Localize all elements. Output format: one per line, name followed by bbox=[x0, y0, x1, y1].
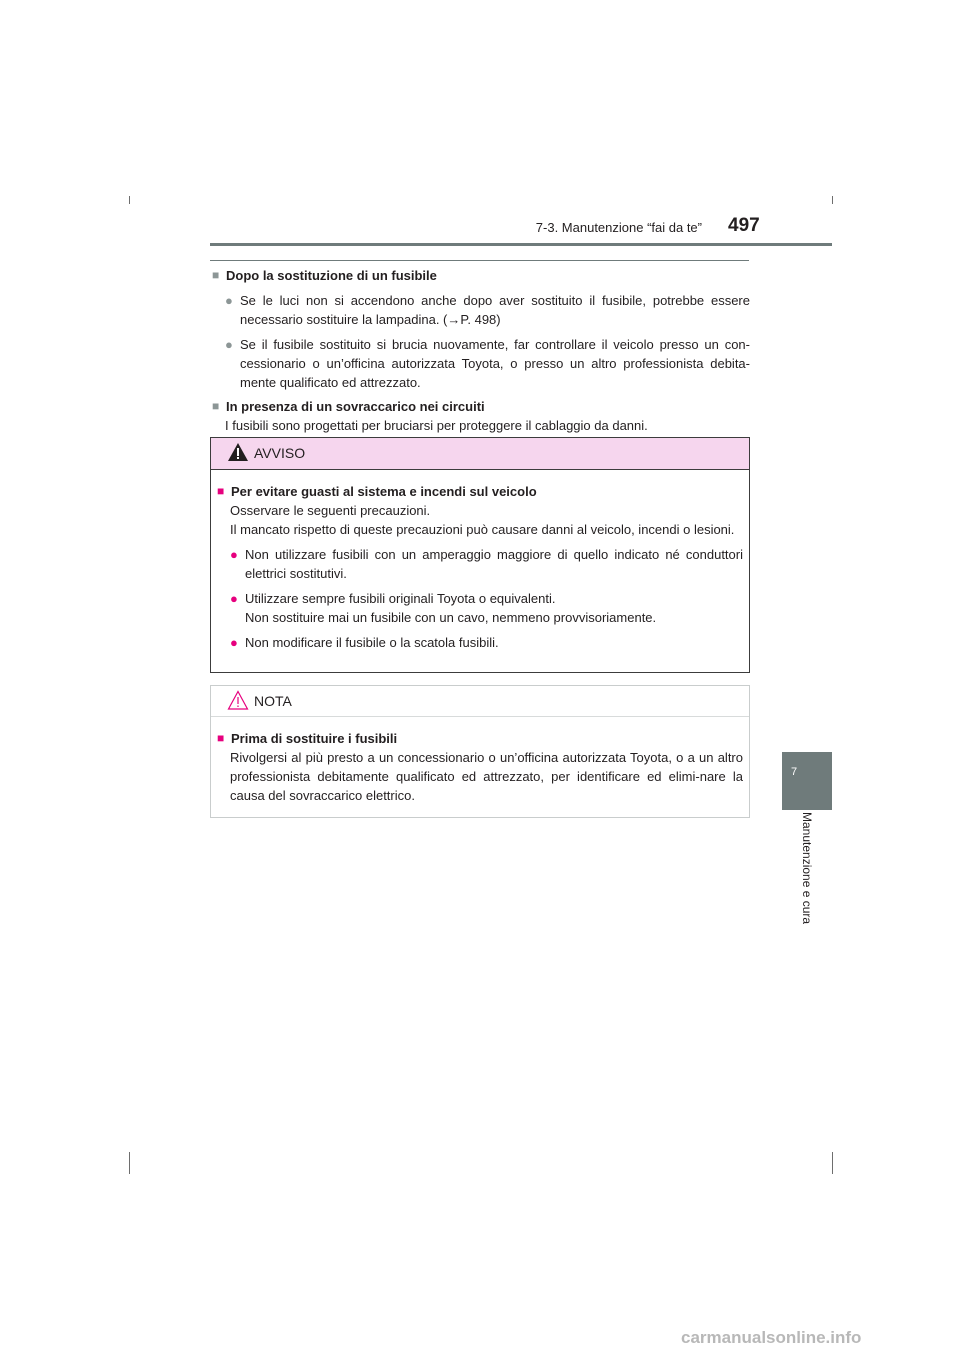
square-bullet-icon: ■ bbox=[217, 484, 225, 498]
divider bbox=[210, 260, 749, 261]
section-heading: ■ In presenza di un sovraccarico nei circuiti bbox=[212, 399, 485, 414]
warning-box-body bbox=[211, 470, 749, 652]
bullet-dot-icon: ● bbox=[230, 547, 238, 562]
watermark: carmanualsonline.info bbox=[681, 1328, 862, 1347]
paragraph: I fusibili sono progettati per bruciarsi per proteggere il cablaggio da danni. bbox=[225, 418, 648, 433]
chapter-tab[interactable] bbox=[782, 752, 832, 810]
list-item: ● Non utilizzare fusibili con un amperaggio maggiore di quello indicato né conduttori elettrici sostitutivi. bbox=[230, 547, 743, 581]
list-item: ● Se il fusibile sostituito si brucia nuovamente, far controllare il veicolo presso un con-cessionario o un’officina autorizzata Toyota, o presso un altro professionista debita-mente qualificato ed attrezzato. bbox=[225, 337, 750, 390]
bullet-dot-icon: ● bbox=[225, 293, 233, 308]
crop-mark bbox=[832, 196, 833, 204]
square-bullet-icon: ■ bbox=[212, 399, 220, 413]
list-item: ● Non modificare il fusibile o la scatola fusibili. bbox=[230, 635, 499, 650]
bullet-dot-icon: ● bbox=[230, 591, 238, 606]
warning-triangle-icon bbox=[227, 442, 249, 462]
list-item: ● Utilizzare sempre fusibili originali Toyota o equivalenti. Non sostituire mai un fusibile con un cavo, nemmeno provvisoriamente. bbox=[230, 591, 657, 625]
paragraph: Il mancato rispetto di queste precauzioni può causare danni al veicolo, incendi o lesioni. bbox=[230, 522, 735, 537]
page-number: 497 bbox=[728, 215, 760, 236]
bullet-dot-icon: ● bbox=[225, 337, 233, 352]
warning-box-title: AVVISO bbox=[254, 445, 306, 461]
list-item: ● Se le luci non si accendono anche dopo aver sostituito il fusibile, potrebbe essere necessario sostituire la lampadina. (→P. 498) bbox=[225, 293, 750, 327]
note-box-body bbox=[211, 717, 749, 805]
square-bullet-icon: ■ bbox=[217, 731, 225, 745]
bullet-dot-icon: ● bbox=[230, 635, 238, 650]
paragraph: Osservare le seguenti precauzioni. bbox=[230, 503, 431, 518]
note-box bbox=[210, 685, 750, 818]
section-title: 7-3. Manutenzione “fai da te” bbox=[535, 220, 702, 235]
crop-mark bbox=[129, 196, 130, 204]
crop-mark bbox=[129, 1152, 130, 1174]
crop-mark bbox=[832, 1152, 833, 1174]
square-bullet-icon: ■ bbox=[212, 268, 220, 282]
warning-heading: ■ Per evitare guasti al sistema e incendi sul veicolo bbox=[217, 484, 537, 499]
chapter-side-label: Manutenzione e cura bbox=[800, 812, 814, 925]
caution-triangle-icon bbox=[227, 690, 249, 710]
note-heading: ■ Prima di sostituire i fusibili bbox=[217, 731, 398, 746]
warning-box-header bbox=[211, 438, 749, 470]
note-box-header bbox=[211, 686, 749, 717]
paragraph: Rivolgersi al più presto a un concessionario o un’officina autorizzata Toyota, o a un altro professionista debitamente qualificato ed attrezzato, per identificare ed elimi-nare la causa del sovraccarico elettrico. bbox=[230, 750, 743, 803]
main-content bbox=[212, 266, 750, 435]
warning-box bbox=[210, 437, 750, 673]
header-rule bbox=[210, 243, 832, 246]
note-box-title: NOTA bbox=[254, 693, 292, 709]
section-heading: ■ Dopo la sostituzione di un fusibile bbox=[212, 268, 437, 283]
chapter-number: 7 bbox=[791, 766, 798, 778]
